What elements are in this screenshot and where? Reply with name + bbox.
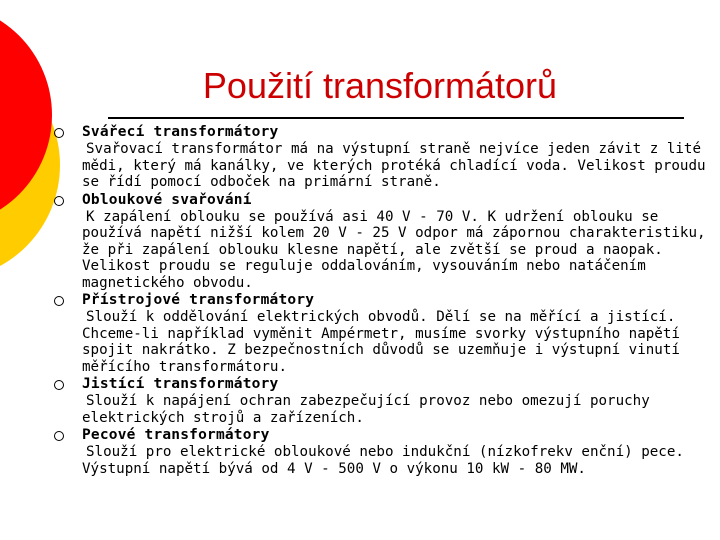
bullet-icon xyxy=(54,296,64,306)
title-underline xyxy=(108,117,684,119)
item-text: Slouží k oddělování elektrických obvodů. Dělí se na měřící a jistící. Chceme-li například vyměnit Ampérmetr, musíme svorky výstupního napětí spojit nakrátko. Z bezpečnostních důvodů se uzemňuje i výstupní vinutí měřícího transformátoru. xyxy=(82,309,680,375)
item-heading: Přístrojové transformátory xyxy=(82,292,315,308)
bullet-icon xyxy=(54,128,64,138)
item-heading: Jistící transformátory xyxy=(82,376,279,392)
list-item xyxy=(0,291,712,375)
item-text: Svařovací transformátor má na výstupní straně nejvíce jeden závit z lité mědi, který má kanálky, ve kterých protéká chladící voda. Velikost proudu se řídí pomocí odboček na primární straně. xyxy=(82,141,706,190)
list-item xyxy=(0,375,712,426)
page-title: Použití transformátorů xyxy=(202,65,558,106)
item-text: Slouží k napájení ochran zabezpečující provoz nebo omezují poruchy elektrických strojů a zařízeních. xyxy=(82,393,650,426)
bullet-list xyxy=(0,123,720,477)
item-text: K zapálení oblouku se používá asi 40 V - 70 V. K udržení oblouku se používá napětí nižší kolem 20 V - 25 V odpor má zápornou charakteristiku, že při zapálení oblouku klesne napětí, ale zvětší se proud a naopak. Velikost proudu se reguluje oddalováním, vysouváním nebo natáčením magnetického obvodu. xyxy=(82,208,706,291)
bullet-icon xyxy=(54,196,64,206)
list-item xyxy=(0,191,712,292)
item-heading: Svářecí transformátory xyxy=(82,124,279,140)
item-heading: Obloukové svařování xyxy=(82,191,252,208)
list-item xyxy=(0,426,712,477)
item-heading: Pecové transformátory xyxy=(82,427,270,443)
bullet-icon xyxy=(54,431,64,441)
item-text: Slouží pro elektrické obloukové nebo indukční (nízkofrekv enční) pece. Výstupní napětí bývá od 4 V - 500 V o výkonu 10 kW - 80 MW. xyxy=(82,444,684,477)
list-item xyxy=(0,123,712,191)
bullet-icon xyxy=(54,380,64,390)
